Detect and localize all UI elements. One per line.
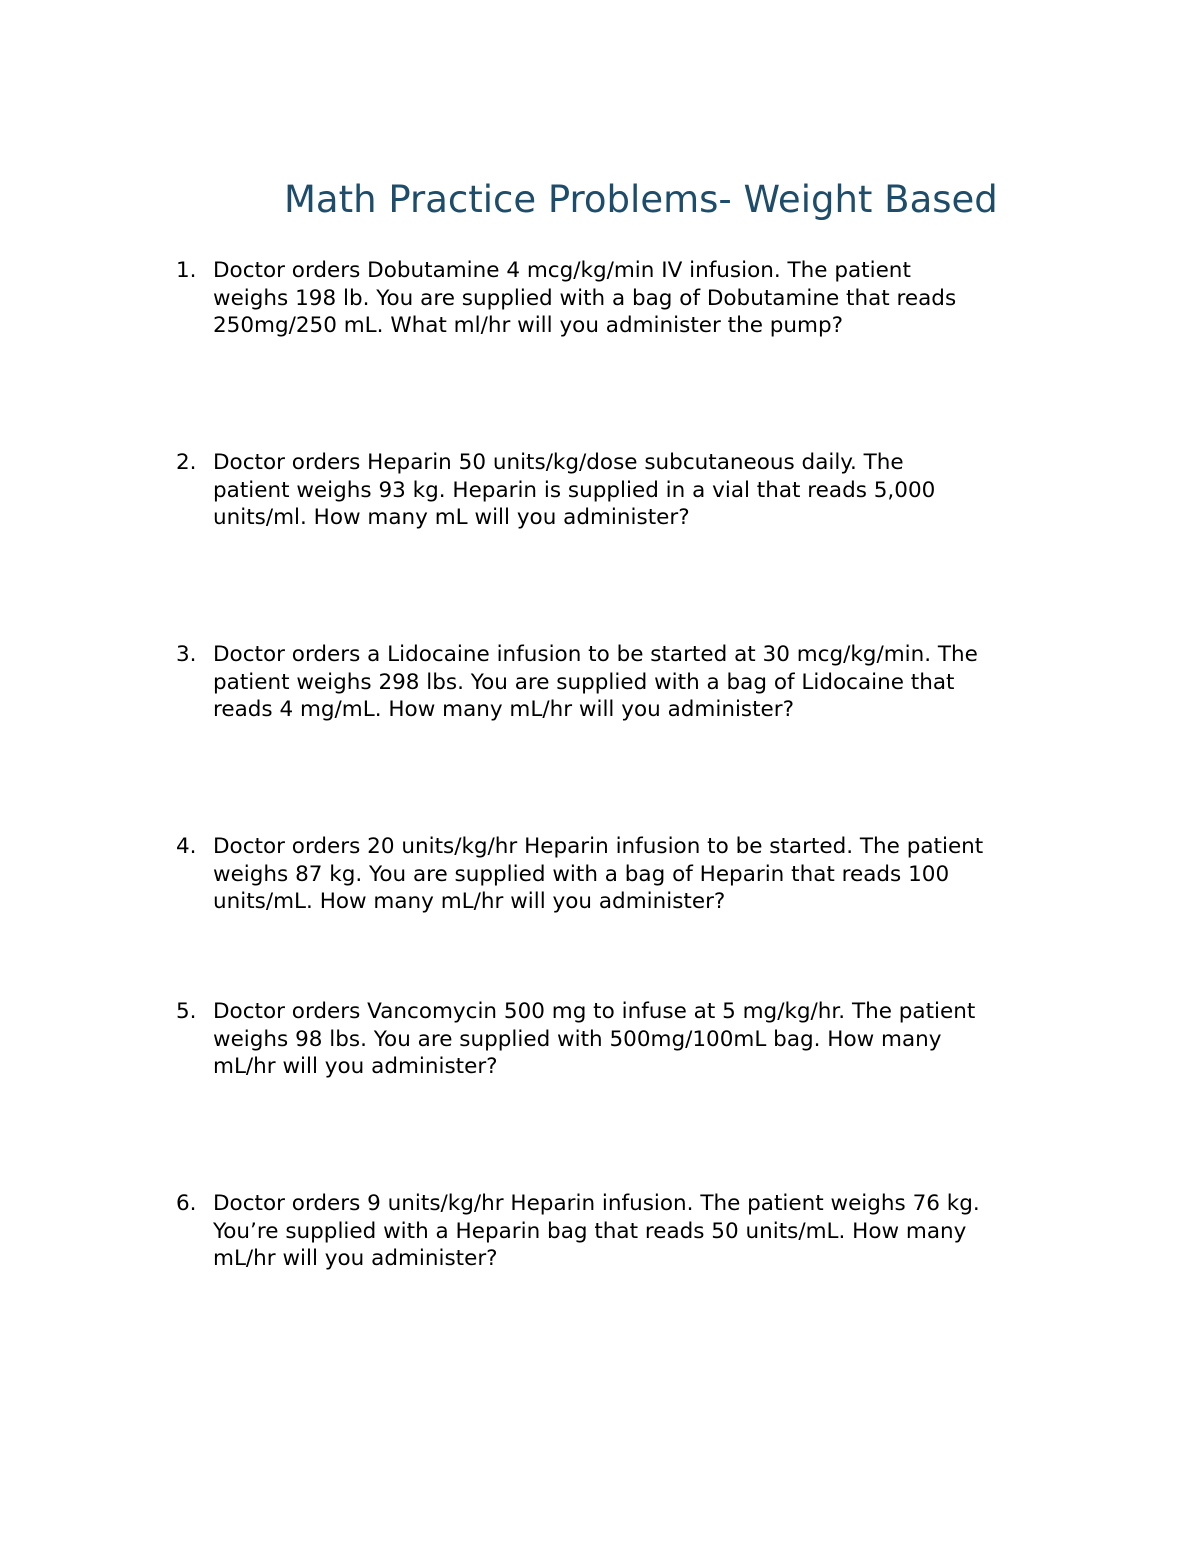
problem-number: 2. [176, 450, 197, 475]
problem-number: 3. [176, 642, 197, 667]
problem-number: 5. [176, 999, 197, 1024]
problem-number: 1. [176, 258, 197, 283]
problem-text: Doctor orders Dobutamine 4 mcg/kg/min IV infusion. The patient weighs 198 lb. You are supplied with a bag of Dobutamine that reads 250mg/250 mL. What ml/hr will you administer the pump? [213, 258, 957, 339]
problem-text: Doctor orders a Lidocaine infusion to be started at 30 mcg/kg/min. The patient weighs 298 lbs. You are supplied with a bag of Lidocaine that reads 4 mg/mL. How many mL/hr will you administer? [213, 642, 978, 723]
problem-text: Doctor orders Heparin 50 units/kg/dose subcutaneous daily. The patient weighs 93 kg. Heparin is supplied in a vial that reads 5,000 units/ml. How many mL will you administer? [213, 450, 936, 531]
problem-number: 6. [176, 1191, 197, 1216]
problem-text: Doctor orders 20 units/kg/hr Heparin infusion to be started. The patient weighs 87 kg. You are supplied with a bag of Heparin that reads 100 units/mL. How many mL/hr will you administer? [213, 834, 984, 915]
problem-number: 4. [176, 834, 197, 859]
problem-text: Doctor orders Vancomycin 500 mg to infuse at 5 mg/kg/hr. The patient weighs 98 lbs. You are supplied with 500mg/100mL bag. How many mL/hr will you administer? [213, 999, 976, 1080]
problem-text: Doctor orders 9 units/kg/hr Heparin infusion. The patient weighs 76 kg. You’re supplied with a Heparin bag that reads 50 units/mL. How many mL/hr will you administer? [213, 1191, 980, 1272]
page-title: Math Practice Problems- Weight Based [284, 178, 998, 221]
